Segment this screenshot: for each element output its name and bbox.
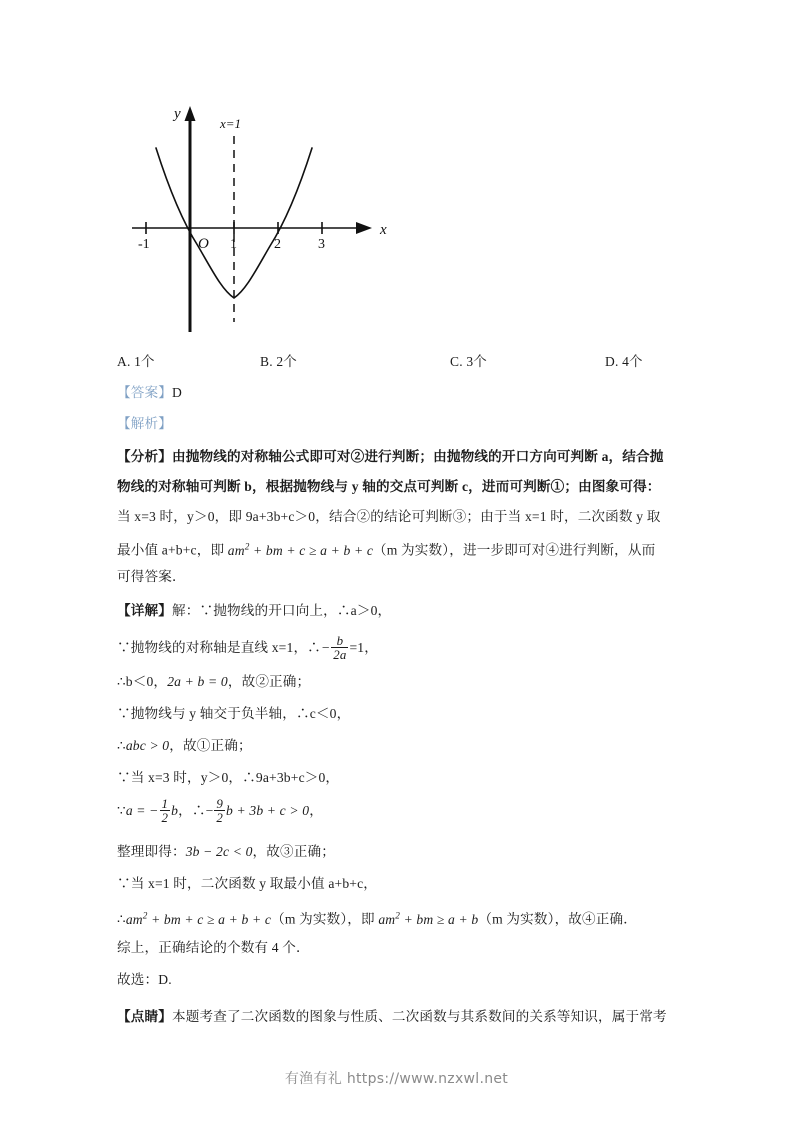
option-d[interactable]: D. 4个	[605, 354, 643, 369]
detail-text-10a: ∴	[117, 911, 126, 927]
detail-text-8a: 整理即得：	[117, 844, 186, 859]
explanation-tag: 【解析】	[117, 416, 172, 431]
detail-text-5a: ∴	[117, 738, 126, 753]
analysis-line-1	[117, 448, 689, 465]
analysis-formula-am2: $am^2$ + bm + c ≥ a + b + c	[227, 541, 374, 558]
detail-text-10c: （m 为实数），故④正确．	[478, 911, 638, 927]
detail-line-8	[117, 843, 689, 860]
fraction-numerator: b	[336, 633, 344, 648]
detail-formula-abc: abc > 0	[125, 738, 170, 753]
detail-line-7	[117, 797, 689, 824]
analysis-text-2: 物线的对称轴可判断 b，根据抛物线与 y 轴的交点可判断 c，进而可判断①；由图象可得：	[117, 479, 661, 494]
x-tick-label-1: 1	[230, 237, 237, 252]
footer-watermark	[0, 1068, 793, 1088]
answer-line	[117, 384, 689, 401]
x-tick-label-3: 3	[318, 237, 325, 252]
insight-text: 本题考查了二次函数的图象与性质、二次函数与其系数间的关系等知识，属于常考	[171, 1009, 667, 1024]
fraction-denominator: 2	[161, 810, 169, 826]
detail-text-6: ∵当 x=3 时，y＞0，∴9a+3b+c＞0，	[117, 770, 340, 785]
analysis-line-3	[117, 508, 689, 525]
detail-line-5	[117, 737, 689, 754]
option-c[interactable]: C. 3个	[450, 354, 488, 369]
x-tick-label-neg1: -1	[138, 237, 150, 252]
x-tick-label-2: 2	[274, 237, 281, 252]
detail-text-10b: （m 为实数），即	[271, 911, 379, 927]
fraction-b-over-2a	[331, 634, 348, 661]
fraction-numerator: 9	[216, 796, 223, 811]
detail-line-3	[117, 673, 689, 690]
fraction-nine-halves	[214, 797, 225, 824]
detail-line-1	[117, 602, 689, 619]
fraction-denominator: 2a	[333, 647, 347, 663]
detail-formula-am2-bm-c: $am^2$ + bm + c ≥ a + b + c	[125, 910, 272, 927]
answer-value: D	[171, 385, 182, 400]
symmetry-line-label: x=1	[220, 116, 242, 131]
detail-formula-2a-plus-b: 2a + b = 0	[167, 674, 228, 689]
analysis-text-4b: （m 为实数），进一步即可对④进行判断，从而	[373, 542, 656, 558]
footer-text: 有渔有礼 https://www.nzxwl.net	[284, 1071, 509, 1087]
detail-text-3b: ，故②正确；	[227, 674, 311, 689]
detail-line-12	[117, 971, 689, 988]
option-a[interactable]: A. 1个	[117, 354, 155, 369]
parabola-figure	[118, 100, 418, 345]
analysis-text-4a: 最小值 a+b+c，即	[117, 542, 228, 558]
y-axis	[185, 106, 196, 332]
fraction-numerator: 1	[161, 796, 169, 811]
explanation-heading	[117, 415, 689, 432]
detail-formula-3b-2c: 3b − 2c < 0	[185, 844, 253, 859]
analysis-text-1: 由抛物线的对称轴公式即可对②进行判断；由抛物线的开口方向可判断 a，结合抛	[171, 449, 664, 464]
detail-text-4: ∵抛物线与 y 轴交于负半轴，∴c＜0，	[117, 706, 351, 721]
analysis-line-5	[117, 568, 689, 585]
detail-text-1: 解：∵抛物线的开口向上，∴a＞0，	[171, 603, 392, 618]
detail-formula-7tail: b + 3b + c > 0	[226, 803, 310, 819]
detail-text-3a: ∴b＜0，	[117, 674, 168, 689]
analysis-text-3: 当 x=3 时，y＞0，即 9a+3b+c＞0，结合②的结论可判断③；由于当 x=1 时，二次函数 y 取	[117, 509, 661, 524]
axis-label-x: x	[380, 222, 387, 238]
detail-text-2a: ∵抛物线的对称轴是直线 x=1，∴	[117, 640, 321, 656]
detail-text-7mid: ，∴−	[178, 803, 214, 819]
detail-text-8b: ，故③正确；	[252, 844, 335, 859]
detail-text-5b: ，故①正确；	[169, 738, 252, 753]
detail-text-7a: ∵	[117, 803, 126, 819]
detail-line-10	[117, 907, 689, 928]
axis-label-y: y	[174, 106, 181, 122]
analysis-text-5: 可得答案．	[117, 569, 186, 584]
detail-line-11	[117, 939, 689, 956]
detail-var-b: b	[171, 803, 179, 819]
detail-minus-sign: −	[320, 640, 331, 656]
analysis-line-4	[117, 538, 689, 559]
detail-text-7end: ，	[309, 803, 323, 819]
answer-tag: 【答案】	[117, 385, 172, 400]
detail-formula-a-eq: a = −	[125, 803, 159, 819]
fraction-denominator: 2	[216, 810, 223, 826]
insight-tag: 【点睛】	[117, 1009, 172, 1024]
detail-text-2b: =1，	[349, 640, 378, 656]
detail-text-12: 故选：D.	[117, 972, 172, 987]
detail-line-6	[117, 769, 689, 786]
fraction-one-half	[160, 797, 171, 824]
insight-line	[117, 1008, 689, 1025]
answer-options-row	[117, 350, 687, 370]
detail-tag: 【详解】	[117, 603, 172, 618]
detail-formula-am2-bm: $am^2$ + bm ≥ a + b	[378, 910, 479, 927]
analysis-line-2	[117, 478, 689, 495]
detail-text-9: ∵当 x=1 时，二次函数 y 取最小值 a+b+c，	[117, 876, 378, 891]
origin-label: O	[198, 236, 209, 252]
detail-text-11: 综上，正确结论的个数有 4 个．	[117, 940, 310, 955]
detail-line-2	[117, 634, 689, 661]
detail-line-9	[117, 875, 689, 892]
detail-line-4	[117, 705, 689, 722]
x-axis	[132, 222, 372, 234]
option-b[interactable]: B. 2个	[260, 354, 298, 369]
analysis-tag: 【分析】	[117, 449, 172, 464]
